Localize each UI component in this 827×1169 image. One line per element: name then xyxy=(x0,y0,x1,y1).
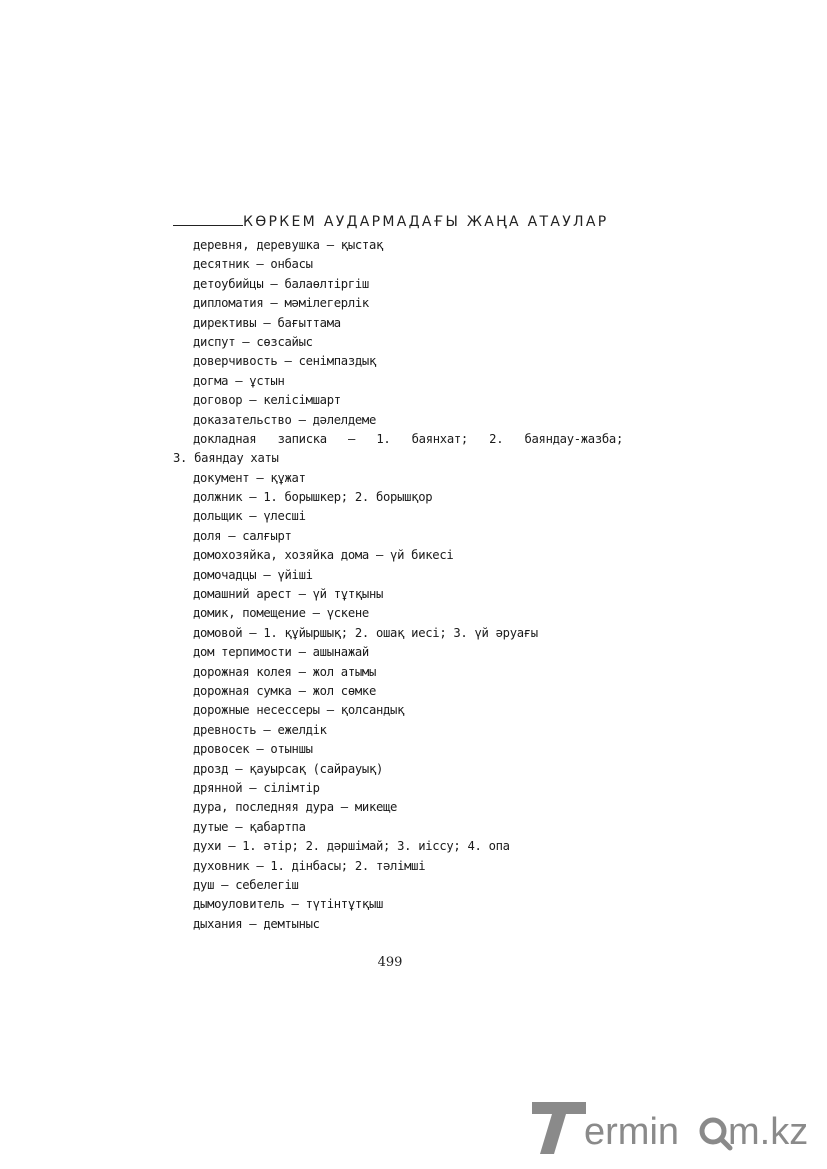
glossary-entry: дорожная сумка – жол сөмке xyxy=(193,683,376,698)
glossary-entry: дом терпимости – ашынажай xyxy=(193,645,369,660)
glossary-entry: дипломатия – мәмілегерлік xyxy=(193,296,369,311)
glossary-entry: домашний арест – үй тұтқыны xyxy=(193,587,384,602)
glossary-entry: душ – себелегіш xyxy=(193,877,299,892)
header-title: КӨРКЕМ АУДАРМАДАҒЫ ЖАҢА АТАУЛАР xyxy=(243,214,609,230)
termincom-watermark-logo xyxy=(528,1098,818,1156)
glossary-entry: дорожная колея – жол атымы xyxy=(193,664,376,679)
logo-text-left: ermin xyxy=(584,1111,680,1153)
glossary-entry: домохозяйка, хозяйка дома – үй бикесі xyxy=(193,548,454,563)
glossary-entry: директивы – бағыттама xyxy=(193,315,341,330)
glossary-entry: домочадцы – үйіші xyxy=(193,567,313,582)
logo-t-mark xyxy=(532,1102,586,1154)
glossary-entries xyxy=(173,236,623,934)
glossary-entry: домик, помещение – үскене xyxy=(193,606,369,621)
glossary-entry: дровосек – отыншы xyxy=(193,742,313,757)
glossary-entry: детоубийцы – балаөлтіргіш xyxy=(193,276,369,291)
logo-graphic xyxy=(528,1098,818,1156)
glossary-entry: документ – құжат xyxy=(193,470,306,485)
glossary-entry: дрозд – қауырсақ (сайрауық) xyxy=(193,761,384,776)
glossary-entry: доказательство – дәлелдеме xyxy=(193,412,376,427)
glossary-entry: дыхания – демтыныс xyxy=(193,916,320,931)
header-rule xyxy=(173,225,243,226)
glossary-entry: диспут – сөзсайыс xyxy=(193,334,313,349)
glossary-entry: дутые – қабартпа xyxy=(193,819,306,834)
glossary-entry: деревня, деревушка – қыстақ xyxy=(193,238,384,252)
glossary-entry: духовник – 1. дінбасы; 2. тәлімші xyxy=(193,858,426,873)
glossary-entry: домовой – 1. құйыршық; 2. ошақ иесі; 3. үй әруағы xyxy=(193,625,538,640)
glossary-entry: древность – ежелдік xyxy=(193,722,327,737)
glossary-entry: договор – келісімшарт xyxy=(193,393,341,408)
glossary-entry: должник – 1. борышкер; 2. борышқор xyxy=(193,490,433,505)
running-header xyxy=(173,210,623,232)
glossary-entry: догма – ұстын xyxy=(193,373,285,388)
glossary-entry: дольщик – үлесші xyxy=(193,509,306,524)
glossary-entry: доля – салғырт xyxy=(193,528,292,543)
glossary-entry: дура, последняя дура – микеще xyxy=(193,800,398,815)
glossary-entry: дымоуловитель – түтінтұтқыш xyxy=(193,897,384,912)
glossary-entry: дрянной – сілімтір xyxy=(193,780,320,795)
glossary-entry: доверчивость – сенімпаздық xyxy=(193,354,376,369)
glossary-entry: докладная записка – 1. баянхат; 2. баяндау-жазба; xyxy=(193,431,623,446)
glossary-entry-continuation: 3. баяндау хаты xyxy=(173,451,279,466)
glossary-entry: десятник – онбасы xyxy=(193,257,313,272)
page-number: 499 xyxy=(377,955,403,970)
magnifier-icon xyxy=(702,1120,730,1148)
glossary-entry: духи – 1. әтір; 2. дәршімай; 3. иіссу; 4. опа xyxy=(193,839,510,854)
glossary-entry: дорожные несессеры – қолсандық xyxy=(193,703,405,718)
logo-text-right: m.kz xyxy=(728,1111,809,1153)
